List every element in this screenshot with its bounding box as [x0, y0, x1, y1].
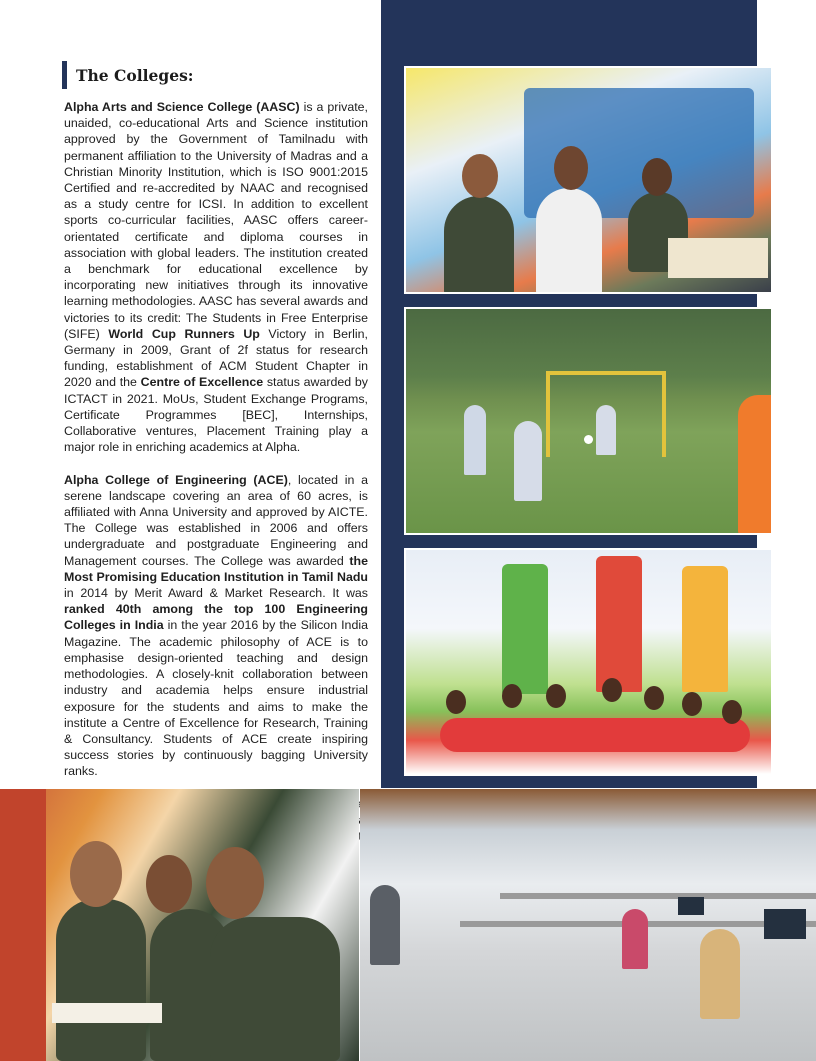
emphasis-text: Alpha College of Engineering (ACE) [64, 472, 288, 487]
photo-students-robotics [404, 66, 773, 294]
body-text: in 2014 by Merit Award & Market Research. It was [64, 586, 368, 601]
body-text: Victory in Berlin, Germany in 2009, Grant of 2f status for research funding, establishment of ACM Student Chapter in 2020 and the [64, 326, 368, 390]
body-text-column [64, 99, 368, 877]
photo-students-library [0, 789, 359, 1061]
heading-text: The Colleges: [76, 65, 194, 85]
emphasis-text: Centre of Excellence [140, 375, 264, 390]
section-heading [62, 61, 194, 89]
body-text: is a private, unaided, co-educational Arts and Science institution approved by the Government of Tamilnadu with permanent affiliation to the University of Madras and a Christian Minority Institution, which is ISO 9001:2015 Certified and re-accredited by NAAC and recognised as a study centre for ICSI. In addition to excellent sports co-curricular facilities, AASC offers career-orientated certificate and diploma courses in association with global leaders. The institution created a benchmark for educational excellence by incorporating new initiatives through its innovative learning methodologies. AASC has several awards and victories to its credit: The Students in Free Enterprise (SIFE) [64, 100, 368, 341]
emphasis-text: Alpha Arts and Science College (AASC) [64, 100, 300, 114]
body-text: status awarded by ICTACT in 2021. MoUs, Student Exchange Programs, Certificate Programmes [BEC], Internships, Collaborative ventures, Placement Training play a major role in enriching academics at Alpha. [64, 375, 368, 455]
heading-accent-bar [62, 61, 67, 89]
body-text: , located in a serene landscape covering an area of 60 acres, is affiliated with Anna University and approved by AICTE. The College was established in 2006 and offers undergraduate and postgraduate Engineering and Management courses. The College was awarded [64, 472, 368, 568]
emphasis-text: the Most Promising Education Institution in Tamil Nadu [64, 553, 368, 584]
emphasis-text: World Cup Runners Up [108, 326, 260, 341]
body-text: in the year 2016 by the Silicon India Magazine. The academic philosophy of ACE is to emphasise design-oriented teaching and design methodologies. A closely-knit collaboration between industry and academia helps ensure industrial exposure for the students and aims to make the institute a Centre of Excellence for Research, Training & Consultancy. Students of ACE create inspiring success stories by continuously bagging University ranks. [64, 618, 368, 779]
photo-computer-lab [360, 789, 816, 1061]
paragraph-ace [64, 472, 368, 780]
photo-football-field [404, 307, 773, 535]
photo-kids-pencil-mural [404, 548, 773, 776]
paragraph-aasc [64, 99, 368, 455]
emphasis-text: ranked 40th among the top 100 Engineering Colleges in India [64, 602, 368, 633]
